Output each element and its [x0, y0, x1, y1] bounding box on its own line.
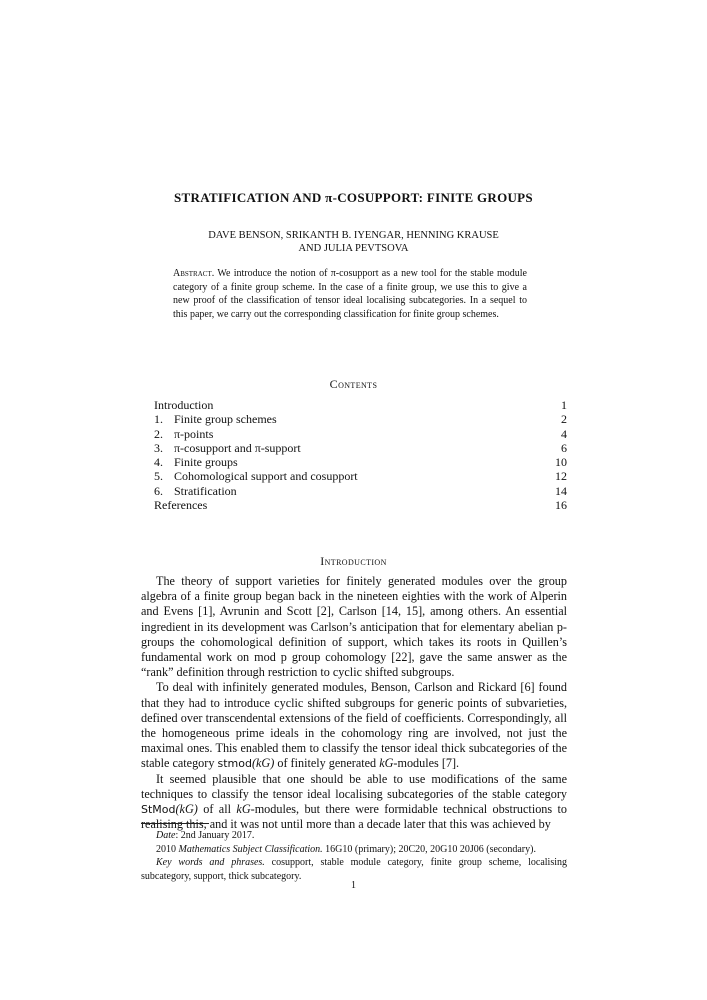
toc-number: 1.	[154, 412, 163, 427]
intro-paragraph-2	[141, 680, 567, 771]
toc-number: 4.	[154, 455, 163, 470]
paragraph-text: of finitely generated	[277, 756, 377, 771]
toc-page: 10	[555, 455, 567, 470]
toc-label: Introduction	[154, 398, 214, 412]
footnote-prefix: 2010	[156, 843, 176, 855]
footnotes	[141, 829, 567, 883]
toc-number: 3.	[154, 440, 163, 455]
author-line-2: AND JULIA PEVTSOVA	[298, 243, 409, 254]
author-line-1: DAVE BENSON, SRIKANTH B. IYENGAR, HENNING KRAUSE	[208, 230, 499, 241]
footnote-label: Key words and phrases.	[156, 857, 265, 868]
toc-label: Finite group schemes	[174, 412, 277, 427]
footnote-date	[141, 829, 567, 843]
footnote-keywords	[141, 856, 567, 883]
toc-entry-pi-points[interactable]	[154, 427, 567, 441]
contents-heading: Contents	[329, 377, 378, 391]
introduction-heading: Introduction	[320, 554, 387, 568]
math-kg: (kG)	[175, 802, 198, 817]
toc-number: 5.	[154, 469, 163, 484]
toc-page: 4	[561, 426, 567, 441]
footnote-divider	[141, 823, 209, 824]
toc-entry-cohomological-support[interactable]	[154, 469, 567, 483]
toc-page: 12	[555, 469, 567, 484]
table-of-contents	[154, 398, 567, 512]
author-list	[0, 229, 707, 255]
toc-entry-finite-group-schemes[interactable]	[154, 412, 567, 426]
toc-number: 2.	[154, 426, 163, 441]
toc-label: Stratification	[174, 483, 237, 498]
page-number: 1	[351, 880, 356, 891]
footnote-value: 16G10 (primary); 20C20, 20G10 20J06 (secondary).	[325, 843, 536, 855]
toc-label: Cohomological support and cosupport	[174, 469, 358, 484]
introduction-body	[141, 574, 567, 832]
intro-paragraph-1: The theory of support varieties for finitely generated modules over the group algebra of a finite group began back in the nineteen eighties with the work of Alperin and Evens [1], Avrunin and Scott [2], Carlson [14, 15], among others. An essential ingredient in its development was Carlson’s anticipation that for elementary abelian p-groups the cohomological definition of support, which takes its roots in Quillen’s fundamental work on mod p group cohomology [22], gave the same answer as the “rank” definition through restriction to cyclic shifted subgroups.	[141, 574, 567, 680]
toc-entry-stratification[interactable]	[154, 484, 567, 498]
toc-entry-references[interactable]	[154, 498, 567, 512]
abstract-label: Abstract.	[173, 268, 215, 279]
abstract	[173, 267, 527, 321]
paper-title: STRATIFICATION AND π-COSUPPORT: FINITE GROUPS	[174, 190, 533, 205]
toc-label: π-points	[174, 426, 214, 441]
footnote-label: Date	[156, 830, 176, 841]
stmod-symbol: StMod	[141, 803, 176, 817]
toc-page: 1	[561, 398, 567, 412]
math-kg: kG	[236, 802, 251, 817]
paragraph-text: To deal with infinitely generated modules, Benson, Carlson and Rickard [6] found that they had to introduce cyclic shifted subgroups for generic points of subvarieties, defined over transcendental extensions of the field of coefficients. Correspondingly, all the homogeneous prime ideals in the cohomology ring are involved, not just the maximal ones. This enabled them to classify the tensor ideal thick subcategories of the stable category	[141, 680, 567, 771]
toc-entry-finite-groups[interactable]	[154, 455, 567, 469]
toc-page: 14	[555, 483, 567, 498]
paragraph-text: -modules, but there were formidable technical obstructions to realising this, and it was not until more than a decade later that this was achieved by	[141, 802, 568, 832]
toc-number: 6.	[154, 483, 163, 498]
toc-label: Finite groups	[174, 455, 238, 470]
toc-page: 2	[561, 412, 567, 427]
toc-page: 16	[555, 498, 567, 513]
footnote-msc	[141, 843, 567, 857]
toc-entry-introduction[interactable]	[154, 398, 567, 412]
toc-page: 6	[561, 440, 567, 455]
abstract-text: We introduce the notion of π-cosupport as a new tool for the stable module category of a finite group scheme. In the case of a finite group, we use this to give a new proof of the classification of tensor ideal localising subcategories. In a sequel to this paper, we carry out the corresponding classification for finite group schemes.	[173, 268, 527, 320]
math-kg: (kG)	[251, 756, 275, 771]
footnote-value: cosupport, stable module category, finite group scheme, localising subcategory, support, thick subcategory.	[141, 857, 567, 882]
footnote-value: : 2nd January 2017.	[175, 830, 255, 841]
toc-label: References	[154, 498, 208, 513]
toc-entry-pi-cosupport[interactable]	[154, 441, 567, 455]
paragraph-text: -modules [7].	[393, 756, 460, 771]
footnote-label: Mathematics Subject Classification.	[178, 843, 323, 855]
paragraph-text: of all	[203, 802, 231, 817]
paragraph-text: It seemed plausible that one should be able to use modifications of the same techniques to classify the tensor ideal localising subcategories of the stable category	[141, 771, 567, 801]
math-kg: kG	[379, 756, 394, 771]
stmod-symbol: stmod	[217, 757, 252, 771]
toc-label: π-cosupport and π-support	[174, 440, 301, 455]
